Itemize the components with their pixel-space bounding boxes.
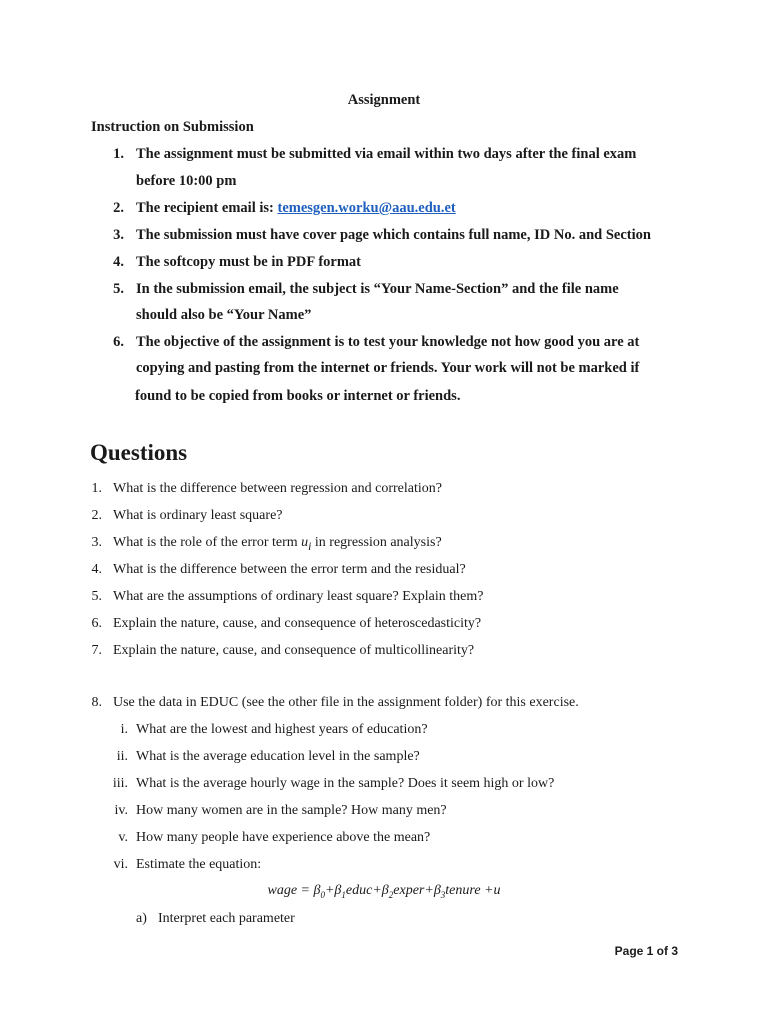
question-number: 5. xyxy=(91,589,102,604)
instruction-text: The assignment must be submitted via email within two days after the final exam xyxy=(136,146,637,162)
subquestion-text: How many people have experience above the mean? xyxy=(136,830,431,845)
equation-term: tenure +u xyxy=(445,883,501,898)
error-term-symbol xyxy=(301,535,312,553)
instruction-number: 6. xyxy=(113,334,124,350)
questions-heading: Questions xyxy=(90,440,188,465)
equation-operator: + xyxy=(324,883,335,898)
beta-symbol: β xyxy=(334,883,342,898)
instruction-text: copying and pasting from the internet or friends. Your work will not be marked if xyxy=(136,360,640,376)
error-term-subscript: i xyxy=(308,539,312,553)
question-text: Explain the nature, cause, and consequence of multicollinearity? xyxy=(113,643,475,658)
beta-symbol: β xyxy=(381,883,389,898)
instruction-number: 2. xyxy=(113,200,124,216)
question-number: 7. xyxy=(91,643,102,658)
beta-subscript: 2 xyxy=(388,889,394,900)
subquestion-number: vi. xyxy=(113,857,128,872)
question-text-part: in regression analysis? xyxy=(311,535,442,550)
page-number: Page 1 of 3 xyxy=(614,944,678,958)
regression-equation xyxy=(0,883,768,900)
subquestion-text: What are the lowest and highest years of education? xyxy=(136,722,428,737)
subsub-text: Interpret each parameter xyxy=(158,911,295,926)
question-number: 3. xyxy=(91,535,102,550)
subquestion-number: iii. xyxy=(112,776,128,791)
question-text: What is the difference between the error term and the residual? xyxy=(113,562,466,577)
instruction-number: 3. xyxy=(113,227,124,243)
instruction-number: 4. xyxy=(113,254,124,270)
recipient-email-link[interactable]: temesgen.worku@aau.edu.et xyxy=(277,200,456,216)
question-text-part: What is the role of the error term xyxy=(113,535,302,550)
instruction-heading: Instruction on Submission xyxy=(91,119,254,135)
instruction-text: The objective of the assignment is to test your knowledge not how good you are at xyxy=(136,334,640,350)
instruction-text: The submission must have cover page which contains full name, ID No. and Section xyxy=(136,227,651,243)
question-number: 1. xyxy=(91,481,102,496)
subquestion-text: What is the average education level in the sample? xyxy=(136,749,420,764)
subquestion-number: i. xyxy=(120,722,128,737)
instruction-number: 1. xyxy=(113,146,124,162)
instruction-text: The softcopy must be in PDF format xyxy=(136,254,361,270)
question-text: Explain the nature, cause, and consequence of heteroscedasticity? xyxy=(113,616,482,631)
subquestion-text: Estimate the equation: xyxy=(136,857,262,872)
instruction-text xyxy=(136,200,456,217)
question-text: What are the assumptions of ordinary least square? Explain them? xyxy=(113,589,484,604)
instruction-text: In the submission email, the subject is “Your Name-Section” and the file name xyxy=(136,281,619,297)
question-number: 8. xyxy=(91,695,102,710)
instruction-text: found to be copied from books or internet or friends. xyxy=(135,388,461,404)
beta-subscript: 1 xyxy=(341,889,346,900)
subquestion-number: iv. xyxy=(114,803,128,818)
error-term-var: u xyxy=(301,535,309,550)
equation-lhs: wage = xyxy=(267,883,314,898)
question-number: 6. xyxy=(91,616,102,631)
beta-subscript: 0 xyxy=(320,889,325,900)
instruction-text: should also be “Your Name” xyxy=(136,307,312,323)
beta-symbol: β xyxy=(313,883,321,898)
subquestion-text: What is the average hourly wage in the sample? Does it seem high or low? xyxy=(136,776,555,791)
subquestion-number: ii. xyxy=(116,749,128,764)
beta-subscript: 3 xyxy=(440,889,446,900)
subsub-number: a) xyxy=(136,911,147,926)
instruction-number: 5. xyxy=(113,281,124,297)
question-text: What is the difference between regression and correlation? xyxy=(113,481,442,496)
equation-term: educ+ xyxy=(345,883,382,898)
beta-symbol: β xyxy=(433,883,441,898)
equation-term: exper+ xyxy=(393,883,434,898)
question-text: What is ordinary least square? xyxy=(113,508,283,523)
question-text xyxy=(113,535,442,553)
subquestion-number: v. xyxy=(118,830,128,845)
instruction-text: before 10:00 pm xyxy=(136,173,237,189)
document-title: Assignment xyxy=(347,92,421,108)
question-text: Use the data in EDUC (see the other file in the assignment folder) for this exercise. xyxy=(113,695,579,710)
question-number: 4. xyxy=(91,562,102,577)
question-number: 2. xyxy=(91,508,102,523)
subquestion-text: How many women are in the sample? How many men? xyxy=(136,803,447,818)
instruction-prefix: The recipient email is: xyxy=(136,200,278,216)
